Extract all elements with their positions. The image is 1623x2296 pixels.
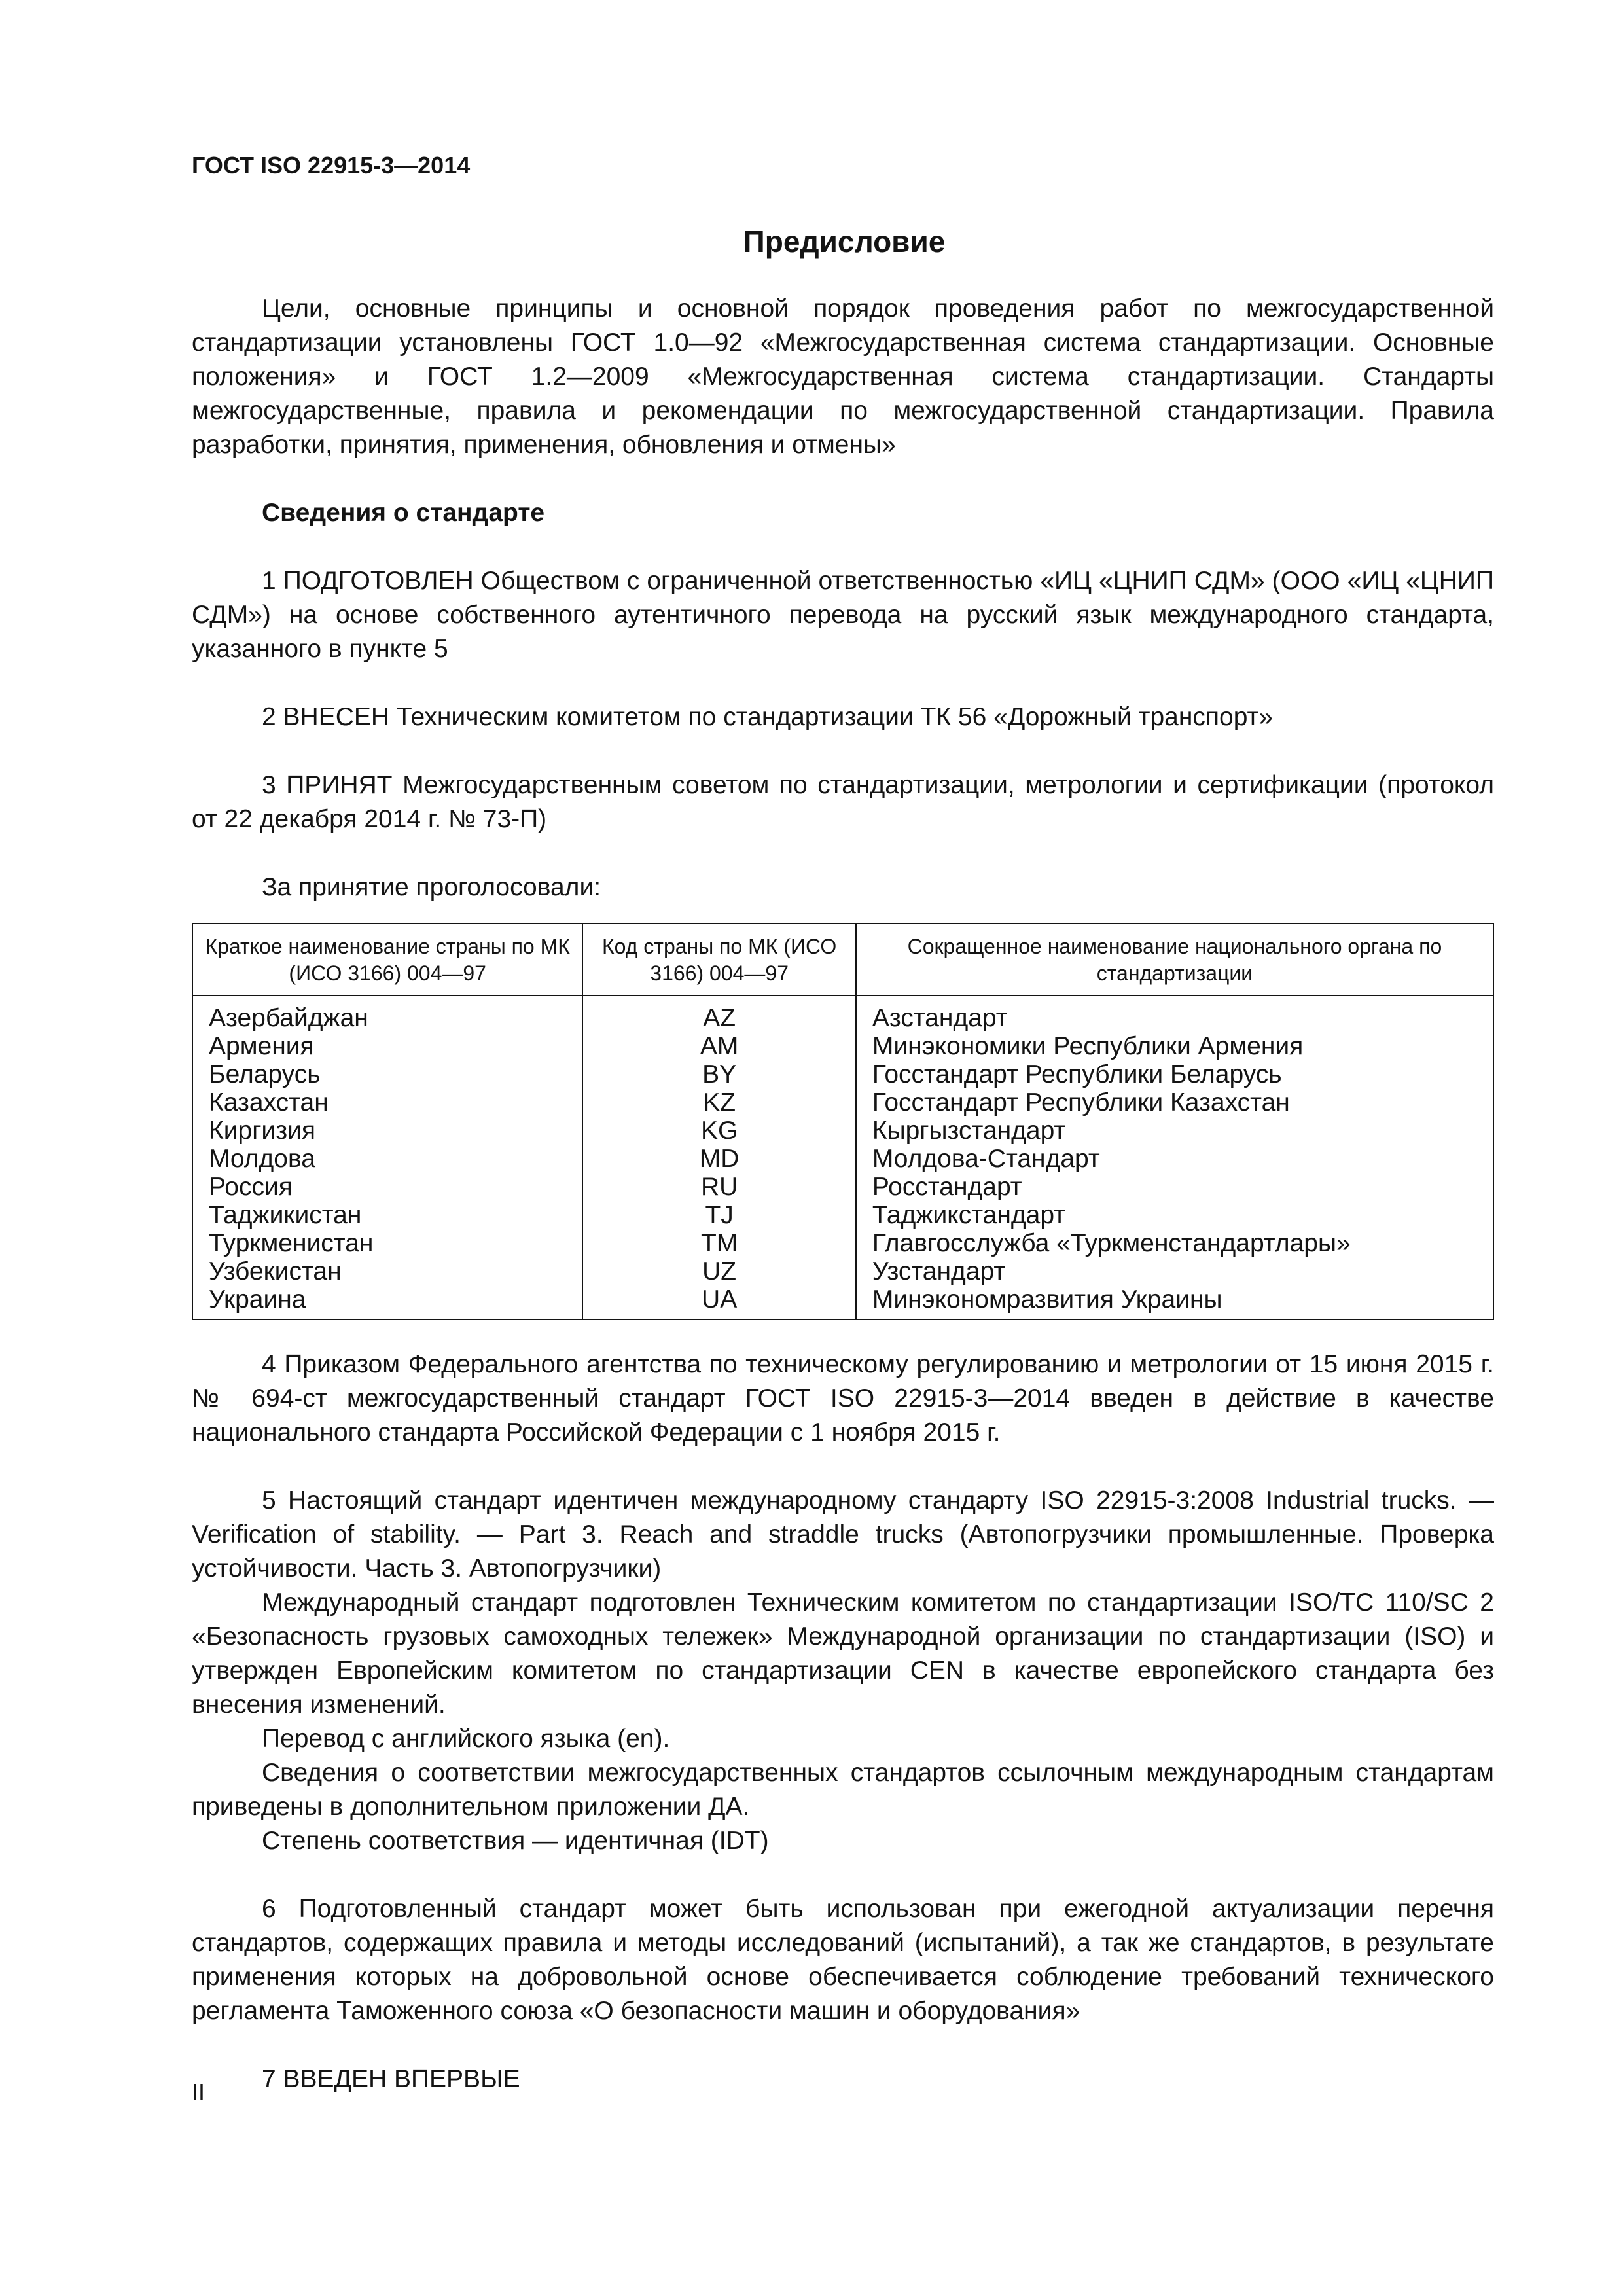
table-row <box>192 1117 1493 1145</box>
table-row <box>192 1285 1493 1319</box>
table-header-row <box>192 924 1493 996</box>
code-cell: UZ <box>582 1257 855 1285</box>
country-cell: Таджикистан <box>192 1201 582 1229</box>
document-code: ГОСТ ISO 22915-3—2014 <box>192 152 471 179</box>
authority-cell: Госстандарт Республики Беларусь <box>856 1060 1493 1088</box>
country-cell: Молдова <box>192 1145 582 1173</box>
code-cell: RU <box>582 1173 855 1201</box>
item-1-paragraph: 1 ПОДГОТОВЛЕН Обществом с ограниченной ответственностью «ИЦ «ЦНИП СДМ» (ООО «ИЦ «ЦНИП СДМ») на основе собственного аутентичного перевода на русский язык международного стандарта, указанного в пункте 5 <box>192 567 1494 663</box>
table-row <box>192 1229 1493 1257</box>
item-5-degree-paragraph: Степень соответствия — идентичная (IDT) <box>262 1827 769 1855</box>
item-5-paragraph: 5 Настоящий стандарт идентичен международному стандарту ISO 22915-3:2008 Industrial trucks. — Verification of stability. — Part 3. Reach and straddle trucks (Автопогрузчики промышленные. Проверка устойчивости. Часть 3. Автопогрузчики) <box>192 1486 1494 1583</box>
authority-cell: Узстандарт <box>856 1257 1493 1285</box>
table-row <box>192 1060 1493 1088</box>
item-5-references-paragraph: Сведения о соответствии межгосударственных стандартов ссылочным международным стандартам приведены в дополнительном приложении ДА. <box>192 1759 1494 1821</box>
item-6-paragraph: 6 Подготовленный стандарт может быть использован при ежегодной актуализации перечня стандартов, содержащих правила и методы исследований (испытаний), а так же стандартов, в результате применения которых на добровольной основе обеспечивается соблюдение требований технического регламента Таможенного союза «О безопасности машин и оборудования» <box>192 1895 1494 2025</box>
code-cell: MD <box>582 1145 855 1173</box>
item-5-committee-paragraph: Международный стандарт подготовлен Техническим комитетом по стандартизации ISO/TC 110/SC 2 «Безопасность грузовых самоходных тележек» Международной организации по стандартизации (ISO) и утвержден Европейским комитетом по стандартизации CEN в качестве европейского стандарта без внесения изменений. <box>192 1588 1494 1719</box>
authority-cell: Главгосслужба «Туркменстандартлары» <box>856 1229 1493 1257</box>
intro-paragraph: Цели, основные принципы и основной порядок проведения работ по межгосударственной стандартизации установлены ГОСТ 1.0—92 «Межгосударственная система стандартизации. Основные положения» и ГОСТ 1.2—2009 «Межгосударственная система стандартизации. Стандарты межгосударственные, правила и рекомендации по межгосударственной стандартизации. Правила разработки, принятия, применения, обновления и отмены» <box>192 295 1494 459</box>
table-row <box>192 1032 1493 1060</box>
country-cell: Россия <box>192 1173 582 1201</box>
voting-countries-table <box>192 923 1494 1320</box>
authority-cell: Таджикстандарт <box>856 1201 1493 1229</box>
table-row <box>192 1088 1493 1117</box>
authority-cell: Госстандарт Республики Казахстан <box>856 1088 1493 1117</box>
authority-cell: Кыргызстандарт <box>856 1117 1493 1145</box>
preface-body <box>192 292 1494 2096</box>
code-cell: KZ <box>582 1088 855 1117</box>
country-cell: Узбекистан <box>192 1257 582 1285</box>
item-3-paragraph: 3 ПРИНЯТ Межгосударственным советом по стандартизации, метрологии и сертификации (протокол от 22 декабря 2014 г. № 73-П) <box>192 771 1494 833</box>
voted-paragraph: За принятие проголосовали: <box>262 873 601 901</box>
page-number: II <box>192 2079 205 2106</box>
page-title: Предисловие <box>743 224 946 259</box>
item-7-paragraph: 7 ВВЕДЕН ВПЕРВЫЕ <box>262 2065 520 2093</box>
item-2-paragraph: 2 ВНЕСЕН Техническим комитетом по стандартизации ТК 56 «Дорожный транспорт» <box>262 703 1274 731</box>
authority-cell: Молдова-Стандарт <box>856 1145 1493 1173</box>
column-header-authority: Сокращенное наименование национального органа по стандартизации <box>856 924 1493 996</box>
column-header-code: Код страны по МК (ИСО 3166) 004—97 <box>582 924 855 996</box>
code-cell: KG <box>582 1117 855 1145</box>
code-cell: BY <box>582 1060 855 1088</box>
table-row <box>192 1145 1493 1173</box>
table-row <box>192 1173 1493 1201</box>
code-cell: TM <box>582 1229 855 1257</box>
country-cell: Беларусь <box>192 1060 582 1088</box>
column-header-country: Краткое наименование страны по МК (ИСО 3166) 004—97 <box>192 924 582 996</box>
country-cell: Украина <box>192 1285 582 1319</box>
authority-cell: Азстандарт <box>856 996 1493 1032</box>
country-cell: Казахстан <box>192 1088 582 1117</box>
code-cell: UA <box>582 1285 855 1319</box>
code-cell: AZ <box>582 996 855 1032</box>
code-cell: AM <box>582 1032 855 1060</box>
authority-cell: Минэкономики Республики Армения <box>856 1032 1493 1060</box>
code-cell: TJ <box>582 1201 855 1229</box>
country-cell: Армения <box>192 1032 582 1060</box>
country-cell: Киргизия <box>192 1117 582 1145</box>
table-row <box>192 996 1493 1032</box>
authority-cell: Росстандарт <box>856 1173 1493 1201</box>
table-row <box>192 1257 1493 1285</box>
item-5-translation-paragraph: Перевод с английского языка (en). <box>262 1725 670 1753</box>
item-4-paragraph: 4 Приказом Федерального агентства по техническому регулированию и метрологии от 15 июня 2015 г. № 694-ст межгосударственный стандарт ГОСТ ISO 22915-3—2014 введен в действие в качестве национального стандарта Российской Федерации с 1 ноября 2015 г. <box>192 1350 1494 1446</box>
country-cell: Туркменистан <box>192 1229 582 1257</box>
authority-cell: Минэкономразвития Украины <box>856 1285 1493 1319</box>
section-heading: Сведения о стандарте <box>262 499 545 527</box>
table-row <box>192 1201 1493 1229</box>
country-cell: Азербайджан <box>192 996 582 1032</box>
